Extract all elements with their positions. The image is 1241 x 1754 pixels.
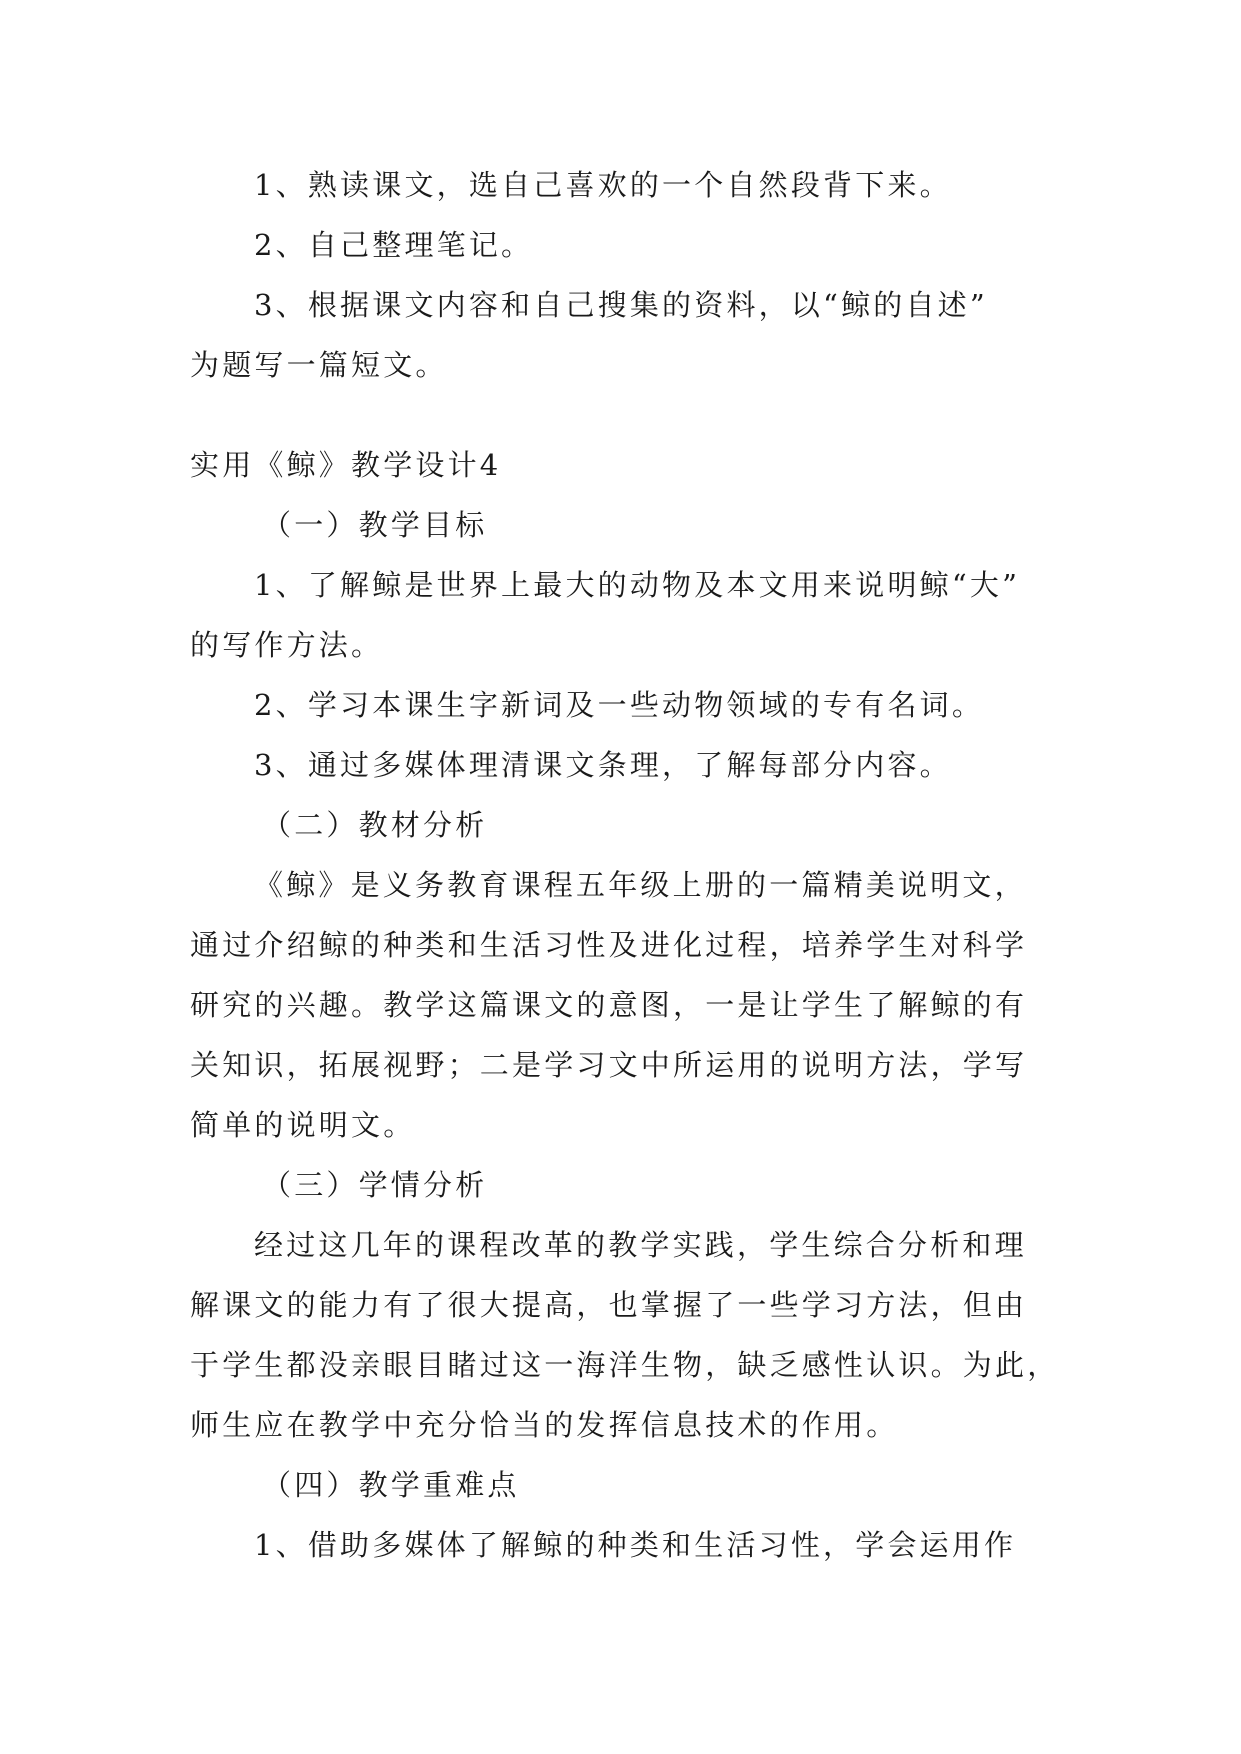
homework-item-2: 2、自己整理笔记。 [254, 228, 534, 262]
section-spacer [190, 395, 1058, 435]
students-heading: （三）学情分析 [262, 1168, 488, 1202]
document-body [190, 155, 1058, 1575]
material-paragraph-line: 关知识，拓展视野；二是学习文中所运用的说明方法，学写 [190, 1048, 1028, 1082]
homework-item-3-continued: 为题写一篇短文。 [190, 348, 448, 382]
material-paragraph-line: 《鲸》是义务教育课程五年级上册的一篇精美说明文， [254, 868, 1027, 902]
students-paragraph-line: 经过这几年的课程改革的教学实践，学生综合分析和理 [254, 1228, 1027, 1262]
students-paragraph-line: 解课文的能力有了很大提高，也掌握了一些学习方法，但由 [190, 1288, 1028, 1322]
goal-1-continued: 的写作方法。 [190, 628, 384, 662]
students-paragraph-line: 师生应在教学中充分恰当的发挥信息技术的作用。 [190, 1408, 899, 1442]
goal-1: 1、了解鲸是世界上最大的动物及本文用来说明鲸“大” [254, 568, 1021, 602]
section-title: 实用《鲸》教学设计4 [190, 448, 502, 482]
goals-heading: （一）教学目标 [262, 508, 488, 542]
goal-2: 2、学习本课生字新词及一些动物领域的专有名词。 [254, 688, 985, 722]
material-paragraph-line: 简单的说明文。 [190, 1108, 416, 1142]
material-heading: （二）教材分析 [262, 808, 488, 842]
keypoint-1: 1、借助多媒体了解鲸的种类和生活习性，学会运用作 [254, 1528, 1017, 1562]
students-paragraph-line: 于学生都没亲眼目睹过这一海洋生物，缺乏感性认识。为此， [190, 1348, 1060, 1382]
keypoints-heading: （四）教学重难点 [262, 1468, 520, 1502]
homework-item-3: 3、根据课文内容和自己搜集的资料，以“鲸的自述” [254, 288, 988, 322]
goal-3: 3、通过多媒体理清课文条理，了解每部分内容。 [254, 748, 952, 782]
material-paragraph-line: 研究的兴趣。教学这篇课文的意图，一是让学生了解鲸的有 [190, 988, 1028, 1022]
homework-item-1: 1、熟读课文，选自己喜欢的一个自然段背下来。 [254, 168, 952, 202]
material-paragraph-line: 通过介绍鲸的种类和生活习性及进化过程，培养学生对科学 [190, 928, 1028, 962]
